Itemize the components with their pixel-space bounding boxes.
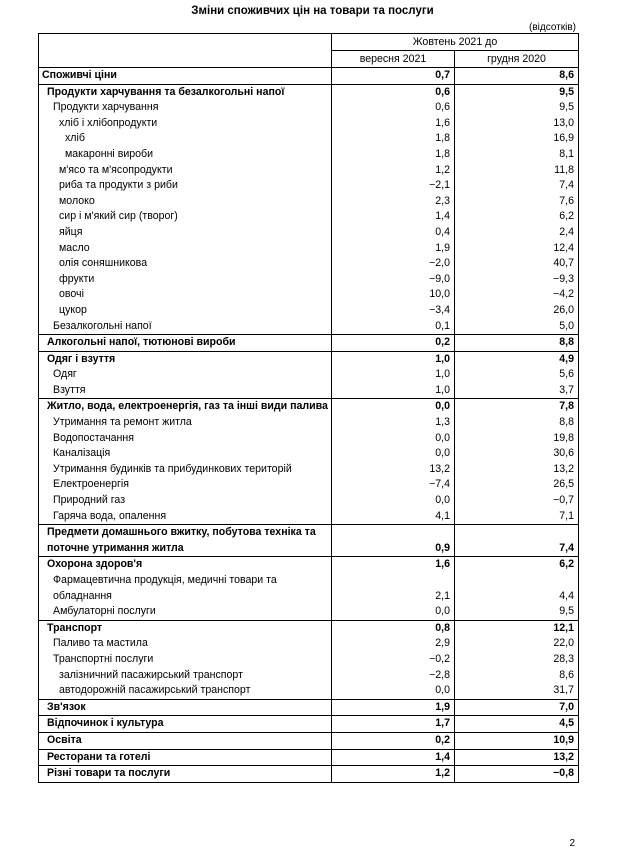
row-label: Освіта <box>39 732 332 749</box>
value-vs-sep-2021: 2,1 <box>332 573 455 604</box>
row-label: Паливо та мастила <box>39 636 332 652</box>
price-change-table <box>38 33 579 783</box>
table-row <box>39 68 579 85</box>
value-vs-sep-2021: 0,0 <box>332 604 455 620</box>
value-vs-sep-2021: −2,0 <box>332 256 455 272</box>
value-vs-dec-2020: 9,5 <box>455 604 579 620</box>
row-label: м'ясо та м'ясопродукти <box>39 163 332 179</box>
value-vs-dec-2020: 26,5 <box>455 477 579 493</box>
value-vs-dec-2020: 7,1 <box>455 509 579 525</box>
row-label: Охорона здоров'я <box>39 557 332 573</box>
value-vs-dec-2020: 28,3 <box>455 652 579 668</box>
row-label: сир і м'який сир (творог) <box>39 209 332 225</box>
table-row <box>39 319 579 335</box>
value-vs-sep-2021: 0,0 <box>332 683 455 699</box>
value-vs-dec-2020: −0,7 <box>455 493 579 509</box>
table-row <box>39 604 579 620</box>
row-label: цукор <box>39 303 332 319</box>
table-row <box>39 163 579 179</box>
table-row <box>39 303 579 319</box>
row-label: автодорожній пасажирський транспорт <box>39 683 332 699</box>
value-vs-sep-2021: −3,4 <box>332 303 455 319</box>
value-vs-dec-2020: 7,8 <box>455 399 579 415</box>
table-row <box>39 749 579 766</box>
table-row <box>39 699 579 716</box>
value-vs-sep-2021: 0,4 <box>332 225 455 241</box>
table-row <box>39 462 579 478</box>
table-row <box>39 399 579 415</box>
value-vs-sep-2021: 0,6 <box>332 84 455 100</box>
value-vs-dec-2020: 8,6 <box>455 68 579 85</box>
table-row <box>39 287 579 303</box>
table-row <box>39 493 579 509</box>
row-label: Електроенергія <box>39 477 332 493</box>
table-row <box>39 446 579 462</box>
table-row <box>39 241 579 257</box>
table-row <box>39 573 579 604</box>
value-vs-dec-2020: 2,4 <box>455 225 579 241</box>
value-vs-sep-2021: 1,6 <box>332 116 455 132</box>
value-vs-dec-2020: 7,6 <box>455 194 579 210</box>
row-label: Каналізація <box>39 446 332 462</box>
row-label: Транспортні послуги <box>39 652 332 668</box>
value-vs-dec-2020: 7,0 <box>455 699 579 716</box>
row-label: Транспорт <box>39 620 332 636</box>
table-row <box>39 335 579 352</box>
row-label: залізничний пасажирський транспорт <box>39 668 332 684</box>
row-label: яйця <box>39 225 332 241</box>
value-vs-sep-2021: 1,9 <box>332 241 455 257</box>
header-period-group: Жовтень 2021 до <box>332 34 579 51</box>
header-col-sep-2021: вересня 2021 <box>332 51 455 68</box>
value-vs-dec-2020: 31,7 <box>455 683 579 699</box>
value-vs-dec-2020: 4,4 <box>455 573 579 604</box>
row-label: Фармацевтична продукція, медичні товари та обладнання <box>39 573 332 604</box>
row-label: Продукти харчування <box>39 100 332 116</box>
table-row <box>39 732 579 749</box>
value-vs-sep-2021: 0,2 <box>332 732 455 749</box>
page-number: 2 <box>569 838 575 849</box>
value-vs-dec-2020: 9,5 <box>455 100 579 116</box>
value-vs-dec-2020: 5,0 <box>455 319 579 335</box>
row-label: риба та продукти з риби <box>39 178 332 194</box>
value-vs-dec-2020: 13,2 <box>455 749 579 766</box>
table-row <box>39 668 579 684</box>
row-label: фрукти <box>39 272 332 288</box>
value-vs-sep-2021: 1,4 <box>332 749 455 766</box>
row-label: Взуття <box>39 383 332 399</box>
table-body <box>39 68 579 783</box>
value-vs-sep-2021: −2,8 <box>332 668 455 684</box>
value-vs-dec-2020: −9,3 <box>455 272 579 288</box>
row-label: Ресторани та готелі <box>39 749 332 766</box>
value-vs-sep-2021: 1,8 <box>332 147 455 163</box>
value-vs-sep-2021: 1,6 <box>332 557 455 573</box>
table-row <box>39 256 579 272</box>
value-vs-sep-2021: −9,0 <box>332 272 455 288</box>
value-vs-dec-2020: 13,2 <box>455 462 579 478</box>
table-row <box>39 147 579 163</box>
value-vs-sep-2021: 10,0 <box>332 287 455 303</box>
value-vs-sep-2021: 2,9 <box>332 636 455 652</box>
table-row <box>39 525 579 557</box>
value-vs-dec-2020: 26,0 <box>455 303 579 319</box>
value-vs-dec-2020: 6,2 <box>455 557 579 573</box>
value-vs-dec-2020: 30,6 <box>455 446 579 462</box>
row-label: Предмети домашнього вжитку, побутова техніка та поточне утримання житла <box>39 525 332 557</box>
value-vs-sep-2021: −7,4 <box>332 477 455 493</box>
table-row <box>39 209 579 225</box>
value-vs-sep-2021: 0,7 <box>332 68 455 85</box>
table-row <box>39 194 579 210</box>
value-vs-dec-2020: 12,1 <box>455 620 579 636</box>
row-label: Одяг <box>39 367 332 383</box>
value-vs-sep-2021: 1,8 <box>332 131 455 147</box>
header-col-dec-2020: грудня 2020 <box>455 51 579 68</box>
unit-label: (відсотків) <box>529 22 576 33</box>
value-vs-sep-2021: 1,0 <box>332 367 455 383</box>
value-vs-sep-2021: 0,0 <box>332 431 455 447</box>
row-label: Споживчі ціни <box>39 68 332 85</box>
row-label: Природний газ <box>39 493 332 509</box>
row-label: Алкогольні напої, тютюнові вироби <box>39 335 332 352</box>
value-vs-dec-2020: 8,8 <box>455 415 579 431</box>
row-label: молоко <box>39 194 332 210</box>
row-label: овочі <box>39 287 332 303</box>
value-vs-sep-2021: 0,6 <box>332 100 455 116</box>
table-row <box>39 100 579 116</box>
value-vs-dec-2020: 4,9 <box>455 351 579 367</box>
value-vs-sep-2021: 1,0 <box>332 383 455 399</box>
value-vs-sep-2021: 2,3 <box>332 194 455 210</box>
table-row <box>39 367 579 383</box>
table-row <box>39 415 579 431</box>
value-vs-dec-2020: 10,9 <box>455 732 579 749</box>
table-row <box>39 766 579 783</box>
row-label: макаронні вироби <box>39 147 332 163</box>
value-vs-sep-2021: 0,0 <box>332 493 455 509</box>
row-label: масло <box>39 241 332 257</box>
table-row <box>39 131 579 147</box>
row-label: Різні товари та послуги <box>39 766 332 783</box>
value-vs-sep-2021: −2,1 <box>332 178 455 194</box>
value-vs-sep-2021: 13,2 <box>332 462 455 478</box>
table-row <box>39 620 579 636</box>
row-label: олія соняшникова <box>39 256 332 272</box>
table-row <box>39 557 579 573</box>
row-label: Утримання будинків та прибудинкових територій <box>39 462 332 478</box>
table-title: Зміни споживчих цін на товари та послуги <box>191 5 434 17</box>
table-row <box>39 178 579 194</box>
row-label: Житло, вода, електроенергія, газ та інші види палива <box>39 399 332 415</box>
table-row <box>39 716 579 733</box>
value-vs-sep-2021: 0,8 <box>332 620 455 636</box>
table-row <box>39 477 579 493</box>
value-vs-dec-2020: −4,2 <box>455 287 579 303</box>
table-row <box>39 509 579 525</box>
value-vs-dec-2020: 8,8 <box>455 335 579 352</box>
value-vs-dec-2020: 7,4 <box>455 178 579 194</box>
header-empty-cell <box>39 34 332 68</box>
value-vs-dec-2020: 40,7 <box>455 256 579 272</box>
value-vs-dec-2020: 8,6 <box>455 668 579 684</box>
value-vs-dec-2020: 6,2 <box>455 209 579 225</box>
value-vs-dec-2020: 8,1 <box>455 147 579 163</box>
value-vs-sep-2021: 0,2 <box>332 335 455 352</box>
row-label: хліб <box>39 131 332 147</box>
value-vs-dec-2020: 16,9 <box>455 131 579 147</box>
value-vs-sep-2021: 0,0 <box>332 399 455 415</box>
row-label: Безалкогольні напої <box>39 319 332 335</box>
value-vs-dec-2020: 22,0 <box>455 636 579 652</box>
table-row <box>39 652 579 668</box>
value-vs-dec-2020: 3,7 <box>455 383 579 399</box>
value-vs-sep-2021: 1,3 <box>332 415 455 431</box>
value-vs-dec-2020: 19,8 <box>455 431 579 447</box>
value-vs-sep-2021: 0,0 <box>332 446 455 462</box>
value-vs-dec-2020: 13,0 <box>455 116 579 132</box>
value-vs-sep-2021: 1,4 <box>332 209 455 225</box>
value-vs-dec-2020: 11,8 <box>455 163 579 179</box>
value-vs-sep-2021: 4,1 <box>332 509 455 525</box>
row-label: Водопостачання <box>39 431 332 447</box>
value-vs-sep-2021: 1,9 <box>332 699 455 716</box>
value-vs-sep-2021: 1,7 <box>332 716 455 733</box>
row-label: хліб і хлібопродукти <box>39 116 332 132</box>
value-vs-sep-2021: 1,2 <box>332 766 455 783</box>
row-label: Відпочинок і культура <box>39 716 332 733</box>
value-vs-dec-2020: −0,8 <box>455 766 579 783</box>
table-row <box>39 383 579 399</box>
table-row <box>39 683 579 699</box>
value-vs-sep-2021: 1,0 <box>332 351 455 367</box>
row-label: Одяг і взуття <box>39 351 332 367</box>
value-vs-dec-2020: 9,5 <box>455 84 579 100</box>
table-row <box>39 225 579 241</box>
value-vs-dec-2020: 5,6 <box>455 367 579 383</box>
table-row <box>39 351 579 367</box>
value-vs-sep-2021: 0,9 <box>332 525 455 557</box>
value-vs-dec-2020: 7,4 <box>455 525 579 557</box>
table-row <box>39 636 579 652</box>
value-vs-sep-2021: 1,2 <box>332 163 455 179</box>
table-row <box>39 272 579 288</box>
table-row <box>39 116 579 132</box>
value-vs-sep-2021: 0,1 <box>332 319 455 335</box>
value-vs-dec-2020: 12,4 <box>455 241 579 257</box>
row-label: Продукти харчування та безалкогольні напої <box>39 84 332 100</box>
row-label: Утримання та ремонт житла <box>39 415 332 431</box>
row-label: Зв'язок <box>39 699 332 716</box>
table-row <box>39 84 579 100</box>
value-vs-sep-2021: −0,2 <box>332 652 455 668</box>
value-vs-dec-2020: 4,5 <box>455 716 579 733</box>
table-row <box>39 431 579 447</box>
row-label: Гаряча вода, опалення <box>39 509 332 525</box>
row-label: Амбулаторні послуги <box>39 604 332 620</box>
